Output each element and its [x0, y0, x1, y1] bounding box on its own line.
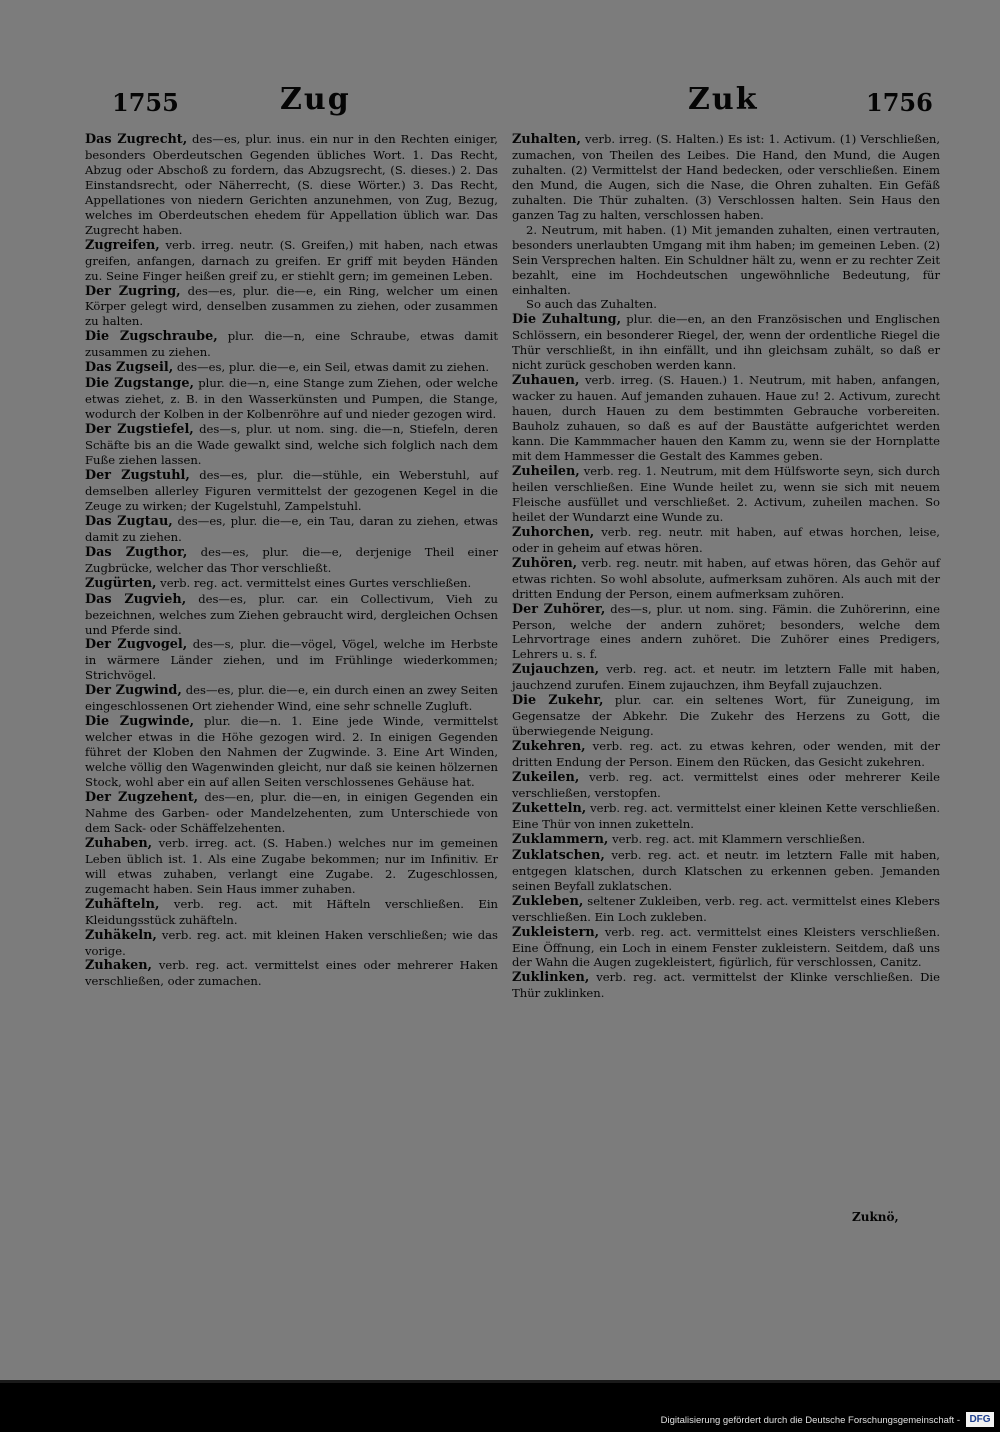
entry-headword: Zuhalten,: [512, 132, 581, 147]
entry-headword: Die Zukehr,: [512, 693, 604, 709]
entry-definition: des—s, plur. ut nom. sing. die—n, Stiefeln, deren Schäfte bis an die Wade gewalkt sind, welche sich folglich nach dem Fuße ziehen lassen.: [85, 422, 498, 468]
entry-definition: plur. die—n. 1. Eine jede Winde, vermittelst welcher etwas in die Höhe gezogen wird. 2. In einigen Gegenden führet der Kloben den Nahmen der Zugwinde. 3. Eine Art Winden, welche völlig den Wagenwinden gleicht, nur daß sie keinen hölzernen Stock, wohl aber ein auf allen Seiten verschlossenes Gehäuse hat.: [85, 714, 498, 790]
dictionary-entry: [512, 312, 940, 373]
dictionary-entry: [512, 602, 940, 663]
dictionary-entry: [85, 132, 498, 238]
entry-headword: Das Zugthor,: [85, 544, 188, 560]
entry-definition: verb. reg. act. mit Häfteln verschließen. Ein Kleidungsstück zuhäfteln.: [85, 896, 498, 927]
dictionary-entry: [85, 928, 498, 959]
entry-definition: seltener Zukleiben, verb. reg. act. vermittelst eines Klebers verschließen. Ein Loch zukleben.: [512, 893, 940, 924]
entry-definition: plur. die—n, eine Stange zum Ziehen, oder welche etwas ziehet, z. B. in den Wasserkünsten und Pumpen, die Stange, wodurch der Kolben in der Kolbenröhre auf und nieder gezogen wird.: [85, 376, 499, 422]
entry-headword: Der Zugstuhl,: [85, 467, 190, 483]
dictionary-entry: [85, 958, 498, 989]
entry-headword: Zuheilen,: [512, 463, 580, 479]
dictionary-entry: [85, 329, 498, 360]
entry-headword: Zuklatschen,: [512, 847, 605, 863]
dictionary-entry: [85, 376, 498, 422]
entry-headword: Die Zugwinde,: [85, 714, 195, 730]
entry-definition: des—es, plur. car. ein Collectivum, Vieh zu bezeichnen, welches zum Ziehen gebraucht wird, dergleichen Ochsen und Pferde sind.: [85, 591, 498, 637]
dictionary-entry: [85, 514, 498, 545]
entry-headword: Zuhaken,: [85, 958, 153, 974]
entry-headword: Das Zugrecht,: [85, 132, 188, 147]
entry-definition: verb. reg. act. et neutr. im letztern Falle mit haben, entgegen klatschen, durch Klatschen zu erkennen geben. Jemanden seinen Beyfall zuklatschen.: [512, 847, 940, 893]
entry-definition: So auch das Zuhalten.: [526, 297, 657, 312]
dictionary-entry: [512, 662, 940, 693]
entry-definition: verb. irreg. (S. Hauen.) 1. Neutrum, mit haben, anfangen, wacker zu hauen. Auf jemanden zuhauen. Haue zu! 2. Activum, zurecht hauen, durch Hauen zu dem bestimmten Gebrauche vorbereiten. Bauholz zuhauen, so daß es auf der Baustätte aufgerichtet werden kann. Die Kammmacher hauen den Kamm zu, wenn sie der Hornplatte mit dem Hammesser die Gestalt des Kammes geben.: [512, 373, 941, 464]
dictionary-entry: [85, 683, 498, 714]
entry-definition: des—es, plur. die—stühle, ein Weberstuhl, auf demselben allerley Figuren vermittelst der gezogenen Kegel in die Zeuge zu wirken; der Kugelstuhl, Zampelstuhl.: [85, 467, 498, 513]
dictionary-entry: [85, 592, 498, 638]
entry-definition: verb. reg. act. vermittelst eines Gurtes verschließen.: [160, 575, 472, 590]
dictionary-entry: [85, 576, 498, 592]
entry-definition: des—en, plur. die—en, in einigen Gegenden ein Nahme des Garben- oder Mandelzehenten, zum Unterschiede von dem Sack- oder Schäffelzehenten.: [85, 789, 498, 835]
dictionary-entry: [512, 770, 940, 801]
entry-definition: verb. reg. act. mit Klammern verschließen.: [612, 831, 866, 846]
entry-definition: verb. reg. act. vermittelst eines Kleisters verschließen. Eine Öffnung, ein Loch in einem Fenster zukleistern. Seitdem, daß uns der Wahn die Augen zugekleistert, figürlich, für verschlossen, Canitz.: [512, 924, 941, 970]
entry-definition: des—es, plur. die—e, derjenige Theil einer Zugbrücke, welcher das Thor verschließt.: [85, 544, 498, 575]
dictionary-entry: [512, 525, 940, 556]
dictionary-entry: [512, 970, 940, 1001]
dictionary-entry: [85, 897, 498, 928]
dictionary-entry: [512, 801, 940, 832]
entry-definition: verb. reg. act. zu etwas kehren, oder wenden, mit der dritten Endung der Person. Einem den Rücken, das Gesicht zukehren.: [512, 739, 940, 770]
entry-definition: des—s, plur. ut nom. sing. Fämin. die Zuhörerinn, eine Person, welche der andern zuhöret; besonders, welche dem Lehrvortrage eines andern zuhöret. Die Zuhörer eines Predigers, Lehrers u. s. f.: [512, 601, 940, 662]
catchword: Zuknö,: [852, 1210, 899, 1224]
entry-headword: Zukleben,: [512, 893, 584, 909]
left-column: [85, 132, 498, 989]
entry-headword: Zuhäkeln,: [85, 927, 157, 943]
entry-headword: Der Zugwind,: [85, 683, 182, 699]
dictionary-entry: [85, 637, 498, 683]
entry-headword: Zuklinken,: [512, 970, 590, 986]
entry-headword: Zuhäfteln,: [85, 896, 160, 912]
dictionary-entry: [512, 832, 940, 848]
entry-headword: Die Zuhaltung,: [512, 312, 622, 328]
entry-definition: verb. reg. act. mit kleinen Haken verschließen; wie das vorige.: [85, 927, 499, 958]
entry-headword: Der Zugstiefel,: [85, 422, 194, 438]
dictionary-entry: [85, 422, 498, 468]
entry-headword: Der Zugring,: [85, 283, 181, 299]
entry-headword: Zukeilen,: [512, 770, 580, 786]
entry-headword: Zujauchzen,: [512, 662, 600, 678]
entry-headword: Zuketteln,: [512, 800, 587, 816]
entry-definition: des—es, plur. die—e, ein Ring, welcher um einen Körper gelegt wird, denselben zusammen zu ziehen, oder zusammen zu halten.: [85, 283, 499, 329]
entry-headword: Zuklammern,: [512, 831, 609, 847]
entry-headword: Das Zugseil,: [85, 360, 174, 376]
entry-definition: 2. Neutrum, mit haben. (1) Mit jemanden zuhalten, einen vertrauten, besonders unerlaubten Umgang mit ihm haben; im gemeinen Leben. (2) Sein Versprechen halten. Ein Schuldner hält zu, wenn er zu rechter Zeit bezahlt, eine im Hochdeutschen ungewöhnliche Bedeutung, für einhalten.: [512, 222, 940, 297]
dictionary-entry: [85, 790, 498, 836]
right-running-head: Zuk: [688, 82, 759, 117]
entry-definition: plur. car. ein seltenes Wort, für Zuneigung, im Gegensatze der Abkehr. Die Zukehr des Herzens zu Gott, die überwiegende Neigung.: [512, 693, 941, 739]
right-page-number: 1756: [866, 88, 933, 117]
dictionary-entry: [85, 545, 498, 576]
dictionary-entry: [85, 238, 498, 284]
entry-definition: des—es, plur. die—e, ein Tau, daran zu ziehen, etwas damit zu ziehen.: [85, 513, 498, 544]
dictionary-entry: [512, 223, 940, 298]
entry-definition: verb. reg. act. vermittelst der Klinke verschließen. Die Thür zuklinken.: [512, 970, 940, 1001]
dictionary-entry: [85, 468, 498, 514]
footer-credit: Digitalisierung gefördert durch die Deutsche Forschungsgemeinschaft -: [660, 1415, 960, 1426]
entry-definition: des—es, plur. die—e, ein durch einen an zwey Seiten eingeschlossenen Ort ziehender Wind, eine sehr schnelle Zugluft.: [85, 683, 498, 714]
entry-definition: verb. reg. act. et neutr. im letztern Falle mit haben, jauchzend zurufen. Einem zujauchzen, ihm Beyfall zujauchzen.: [512, 662, 941, 693]
dictionary-entry: [85, 836, 498, 897]
entry-headword: Der Zugvogel,: [85, 637, 188, 653]
entry-headword: Zukleistern,: [512, 924, 600, 940]
entry-definition: verb. irreg. (S. Halten.) Es ist: 1. Activum. (1) Verschließen, zumachen, von Theilen des Leibes. Die Hand, den Mund, die Augen zuhalten. (2) Vermittelst der Hand bedecken, oder verschließen. Einem den Mund, die Augen, sich die Nase, die Ohren zuhalten. Ein Gefäß zuhalten. Die Thür zuhalten. (3) Verschlossen halten. Sein Haus den ganzen Tag zu halten, verschlossen haben.: [512, 132, 940, 222]
left-running-head: Zug: [280, 82, 351, 117]
dictionary-entry: [512, 373, 940, 464]
entry-headword: Zuhaben,: [85, 835, 153, 851]
entry-definition: des—s, plur. die—vögel, Vögel, welche im Herbste in wärmere Länder ziehen, und im Frühlinge wiederkommen; Strichvögel.: [85, 637, 498, 683]
dictionary-entry: [512, 693, 940, 739]
dictionary-entry: [512, 297, 940, 312]
dictionary-entry: [512, 848, 940, 894]
dfg-logo: DFG: [966, 1412, 994, 1427]
right-column: [512, 132, 940, 1001]
entry-definition: verb. reg. act. vermittelst eines oder mehrerer Keile verschließen, verstopfen.: [512, 770, 941, 800]
dictionary-entry: [85, 714, 498, 790]
dictionary-entry: [512, 925, 940, 971]
entry-headword: Zukehren,: [512, 739, 586, 755]
entry-headword: Zugürten,: [85, 575, 157, 591]
entry-definition: verb. reg. 1. Neutrum, mit dem Hülfsworte seyn, sich durch heilen verschließen. Eine Wunde heilet zu, wenn sie sich mit neuem Fleische ausfüllet und verschließet. 2. Activum, zuheilen machen. So heilet der Wundarzt eine Wunde zu.: [512, 463, 941, 524]
entry-definition: des—es, plur. inus. ein nur in den Rechten einiger, besonders Oberdeutschen Gegenden übliches Wort. 1. Das Recht, Abzug oder Abschoß zu fordern, das Abzugsrecht, (S. dieses.) 2. Das Einstandsrecht, oder Näherrecht, (S. diese Wörter.) 3. Das Recht, Appellationes von niedern Gerichten anzunehmen, von Zug, Bezug, welches im Oberdeutschen ehedem für Appellation üblich war. Das Zugrecht haben.: [85, 132, 498, 237]
entry-headword: Die Zugschraube,: [85, 329, 218, 345]
dictionary-entry: [512, 894, 940, 925]
dictionary-entry: [85, 360, 498, 376]
entry-definition: verb. reg. act. vermittelst eines oder mehrerer Haken verschließen, oder zumachen.: [85, 958, 499, 989]
entry-headword: Das Zugtau,: [85, 513, 173, 529]
entry-definition: des—es, plur. die—e, ein Seil, etwas damit zu ziehen.: [176, 360, 490, 375]
dictionary-entry: [512, 132, 940, 223]
entry-headword: Die Zugstange,: [85, 376, 194, 392]
entry-definition: verb. irreg. neutr. (S. Greifen,) mit haben, nach etwas greifen, anfangen, darnach zu greifen. Er griff mit beyden Händen zu. Seine Finger heißen greif zu, er stiehlt gern; im gemeinen Leben.: [85, 237, 499, 283]
entry-headword: Zuhören,: [512, 555, 578, 571]
entry-definition: plur. die—n, eine Schraube, etwas damit zusammen zu ziehen.: [85, 329, 498, 360]
footer-bar: [0, 1383, 1000, 1432]
dictionary-entry: [512, 464, 940, 525]
entry-definition: plur. die—en, an den Französischen und Englischen Schlössern, ein besonderer Riegel, der, wenn der ordentliche Riegel die Thür verschließt, in ihn einfällt, und ihn gleichsam zuhält, so daß er nicht zurück geschoben werden kann.: [512, 312, 940, 373]
entry-headword: Zuhorchen,: [512, 524, 595, 540]
entry-headword: Zugreifen,: [85, 237, 160, 253]
entry-headword: Das Zugvieh,: [85, 591, 187, 607]
entry-headword: Der Zugzehent,: [85, 789, 199, 805]
entry-headword: Der Zuhörer,: [512, 601, 606, 617]
entry-definition: verb. reg. neutr. mit haben, auf etwas hören, das Gehör auf etwas richten. So wohl absolute, aufmerksam zuhören. Als auch mit der dritten Endung der Person, einem aufmerksam zuhören.: [512, 555, 940, 601]
dictionary-entry: [85, 284, 498, 330]
entry-definition: verb. reg. act. vermittelst einer kleinen Kette verschließen. Eine Thür von innen zuketteln.: [512, 800, 941, 831]
entry-headword: Zuhauen,: [512, 373, 580, 389]
left-page-number: 1755: [112, 88, 179, 117]
dictionary-entry: [512, 556, 940, 602]
entry-definition: verb. reg. neutr. mit haben, auf etwas horchen, leise, oder in geheim auf etwas hören.: [512, 524, 940, 555]
dictionary-entry: [512, 739, 940, 770]
entry-definition: verb. irreg. act. (S. Haben.) welches nur im gemeinen Leben üblich ist. 1. Als eine Zugabe bekommen; nur im Infinitiv. Er will etwas zuhaben, verlangt eine Zugabe. 2. Zugeschlossen, zugemacht haben. Sein Haus immer zuhaben.: [85, 835, 499, 896]
page-header: [0, 80, 1000, 125]
